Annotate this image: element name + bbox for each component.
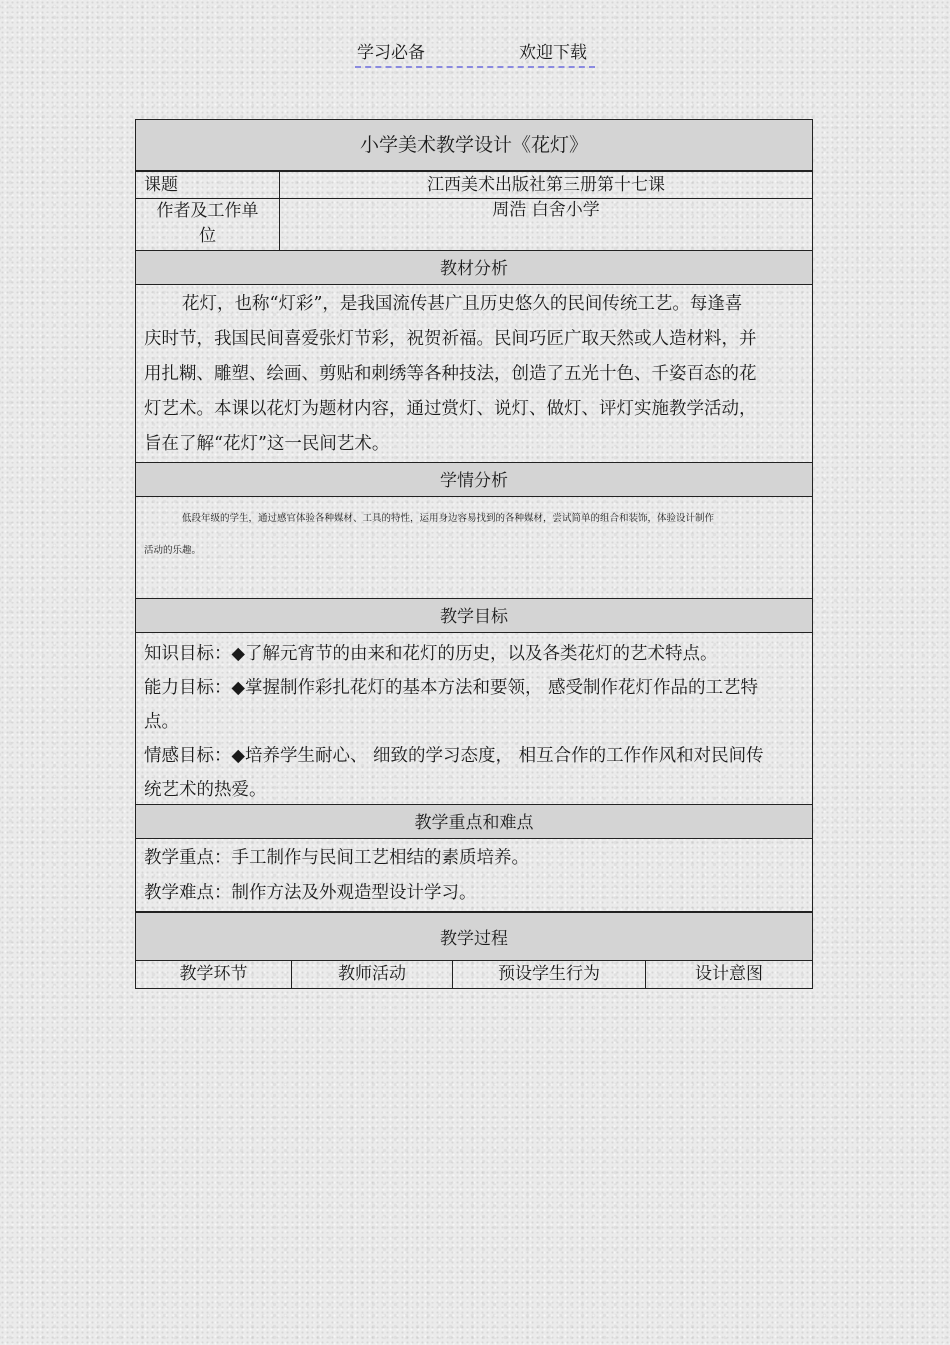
author-row (136, 199, 812, 250)
topic-value: 江西美术出版社第三册第十七课 (427, 175, 665, 195)
process-heading: 教学过程 (136, 912, 812, 961)
process-columns-row (136, 961, 812, 988)
students-line: 低段年级的学生，通过感官体验各种媒材、工具的特性，运用身边容易找到的各种媒材，尝试简单的组合和装饰，体验设计制作 (182, 513, 715, 524)
students-paragraph (136, 497, 812, 598)
goal-line: 点。 (144, 712, 179, 732)
goals-heading: 教学目标 (136, 598, 812, 633)
topic-label: 课题 (136, 172, 280, 198)
students-heading: 学情分析 (136, 462, 812, 497)
material-line: 用扎糊、雕塑、绘画、剪贴和刺绣等各种技法，创造了五光十色、千姿百态的花 (144, 364, 757, 384)
goals-content (136, 633, 812, 804)
goal-line: 能力目标：◆掌握制作彩扎花灯的基本方法和要领， 感受制作花灯作品的工艺特 (144, 678, 759, 698)
goal-line: 统艺术的热爱。 (144, 780, 267, 800)
column-header: 教学环节 (136, 961, 292, 988)
material-paragraph (136, 285, 812, 462)
column-header: 预设学生行为 (453, 961, 646, 988)
goal-line: 情感目标：◆培养学生耐心、 细致的学习态度， 相互合作的工作作风和对民间传 (144, 746, 764, 766)
goal-line: 知识目标：◆了解元宵节的由来和花灯的历史，以及各类花灯的艺术特点。 (144, 644, 718, 664)
header-right-text: 欢迎下载 (519, 43, 587, 63)
keypoints-content (136, 839, 812, 912)
document-title: 小学美术教学设计《花灯》 (136, 120, 812, 172)
material-line: 旨在了解“花灯”这一民间艺术。 (144, 434, 390, 454)
column-header: 教师活动 (292, 961, 453, 988)
material-line: 灯艺术。本课以花灯为题材内容，通过赏灯、说灯、做灯、评灯实施教学活动， (144, 399, 757, 419)
material-line: 庆时节，我国民间喜爱张灯节彩，祝贺祈福。民间巧匠广取天然或人造材料，并 (144, 329, 757, 349)
page-header (355, 40, 595, 68)
keypoint-line: 教学难点：制作方法及外观造型设计学习。 (144, 883, 477, 903)
topic-row (136, 172, 812, 199)
header-left-text: 学习必备 (357, 43, 425, 63)
author-value: 周浩 白舍小学 (492, 200, 600, 220)
material-heading: 教材分析 (136, 250, 812, 285)
column-header: 设计意图 (695, 964, 763, 984)
lesson-plan-table (135, 119, 813, 989)
keypoints-heading: 教学重点和难点 (136, 804, 812, 839)
material-line: 花灯，也称“灯彩”，是我国流传甚广且历史悠久的民间传统工艺。每逢喜 (182, 294, 743, 314)
students-line: 活动的乐趣。 (144, 545, 202, 556)
author-label (136, 199, 280, 250)
author-label-line2: 位 (199, 226, 216, 246)
author-label-line1: 作者及工作单 (156, 201, 259, 221)
keypoint-line: 教学重点：手工制作与民间工艺相结的素质培养。 (144, 848, 529, 868)
